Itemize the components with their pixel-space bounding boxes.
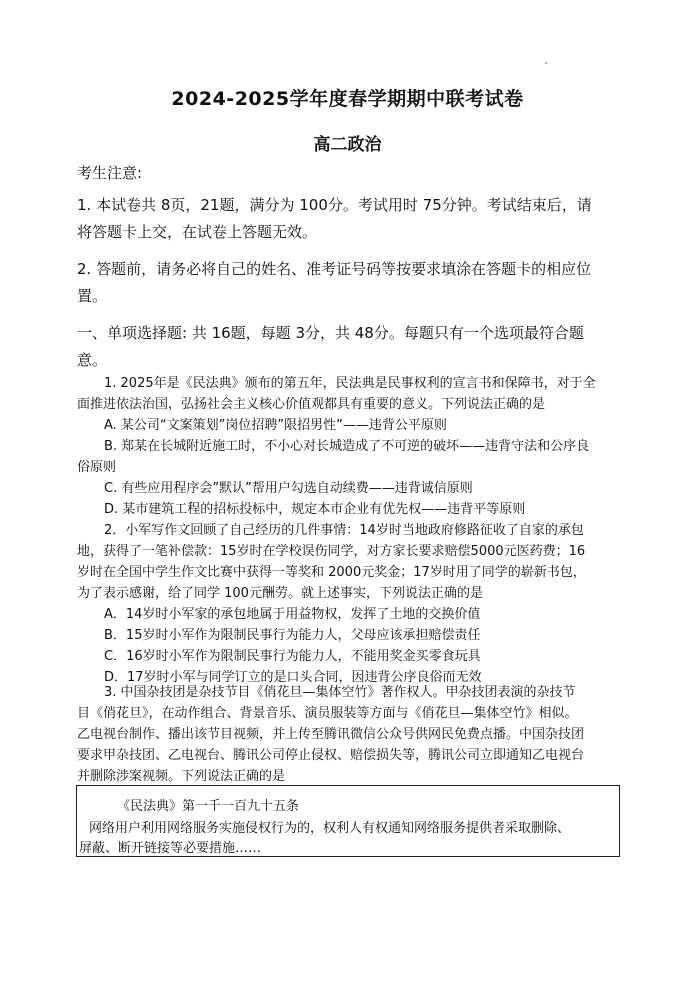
q2-option-b: B．15岁时小军作为限制民事行为能力人，父母应该承担赔偿责任 (104, 628, 481, 643)
q2-stem-line-1: 2．小军写作文回顾了自己经历的几件事情：14岁时当地政府修路征收了自家的承包 (104, 523, 584, 538)
q2-option-d: D．17岁时小军与同学订立的是口头合同，因违背公序良俗而无效 (104, 670, 482, 685)
q1-option-c: C. 有些应用程序会”默认”帮用户勾选自动续费——违背诚信原则 (104, 481, 473, 496)
scan-speck (545, 62, 547, 64)
q3-stem-line-2: 目《俏花旦》，在动作组合、背景音乐、演员服装等方面与《俏花旦—集体空竹》相似。 (77, 706, 578, 721)
exam-subject: 高二政治 (313, 135, 382, 155)
q2-option-c: C．16岁时小军作为限制民事行为能力人，不能用奖金买零食玩具 (104, 649, 481, 664)
notice-heading: 考生注意: (77, 164, 143, 182)
law-excerpt-title: 《民法典》第一千一百九十五条 (117, 799, 300, 814)
q1-stem-line-1: 1. 2025年是《民法典》颁布的第五年，民法典是民事权利的宣言书和保障书，对于全 (104, 376, 596, 391)
law-excerpt-box (76, 785, 620, 857)
q3-stem-line-4: 要求甲杂技团、乙电视台、腾讯公司停止侵权、赔偿损失等，腾讯公司立即通知乙电视台 (77, 748, 585, 763)
q1-option-b-line-2: 俗原则 (77, 460, 117, 475)
q2-stem-line-4: 为了表示感谢，给了同学 100元酬劳。就上述事实，下列说法正确的是 (77, 586, 483, 601)
notice-item-1-line-1: 1. 本试卷共 8页，21题，满分为 100分。考试用时 75分钟。考试结束后，请 (77, 196, 592, 214)
section-1-heading-line-2: 意。 (77, 351, 108, 369)
section-1-heading-line-1: 一、单项选择题: 共 16题，每题 3分，共 48分。每题只有一个选项最符合题 (77, 324, 584, 342)
q1-stem-line-2: 面推进依法治国，弘扬社会主义核心价值观都具有重要的意义。下列说法正确的是 (77, 397, 546, 412)
q1-option-a: A. 某公司“文案策划”岗位招聘”限招男性”——违背公平原则 (104, 418, 447, 433)
q1-option-b-line-1: B. 郑某在长城附近施工时，不小心对长城造成了不可逆的破坏——违背守法和公序良 (104, 439, 590, 454)
q2-stem-line-3: 岁时在全国中学生作文比赛中获得一等奖和 2000元奖金；17岁时用了同学的崭新书包， (77, 565, 586, 580)
law-excerpt-line-2: 屏蔽、断开链接等必要措施…… (79, 841, 262, 856)
notice-item-1-line-2: 将答题卡上交，在试卷上答题无效。 (77, 223, 318, 241)
q3-stem-line-5: 并删除涉案视频。下列说法正确的是 (77, 769, 286, 784)
q3-stem-line-1: 3. 中国杂技团是杂技节目《俏花旦—集体空竹》著作权人。甲杂技团表演的杂技节 (104, 685, 576, 700)
q3-stem-line-3: 乙电视台制作、播出该节目视频，并上传至腾讯微信公众号供网民免费点播。中国杂技团 (77, 727, 585, 742)
q1-option-d: D. 某市建筑工程的招标投标中，规定本市企业有优先权——违背平等原则 (104, 502, 526, 517)
notice-item-2-line-2: 置。 (77, 287, 108, 305)
law-excerpt-line-1: 网络用户利用网络服务实施侵权行为的，权利人有权通知网络服务提供者采取删除、 (89, 821, 571, 836)
notice-item-2-line-1: 2. 答题前，请务必将自己的姓名、准考证号码等按要求填涂在答题卡的相应位 (77, 260, 592, 278)
exam-title: 2024-2025学年度春学期期中联考试卷 (171, 88, 524, 110)
q2-option-a: A．14岁时小军家的承包地属于用益物权，发挥了土地的交换价值 (104, 607, 481, 622)
q2-stem-line-2: 地，获得了一笔补偿款：15岁时在学校误伤同学，对方家长要求赔偿5000元医药费；16 (77, 544, 586, 559)
